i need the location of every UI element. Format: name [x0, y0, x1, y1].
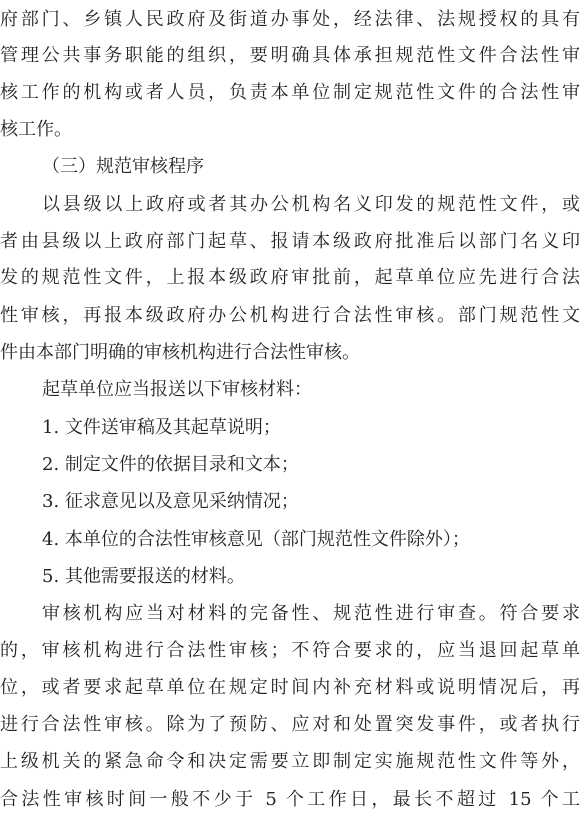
- list-item: 3. 征求意见以及意见采纳情况；: [42, 491, 299, 512]
- paragraph-first-line: 审核机构应当对材料的完备性、规范性进行审查。符合要求: [42, 603, 580, 624]
- paragraph-first-line: 以县级以上政府或者其办公机构名义印发的规范性文件，或: [42, 194, 580, 215]
- text-line: 上级机关的紧急命令和决定需要立即制定实施规范性文件等外，: [0, 751, 580, 772]
- text-line: 的，审核机构进行合法性审核；不符合要求的，应当退回起草单: [0, 640, 580, 661]
- text-line: 发的规范性文件，上报本级政府审批前，起草单位应先进行合法: [0, 267, 580, 288]
- text-line: 府部门、乡镇人民政府及街道办事处，经法律、法规授权的具有: [0, 9, 580, 30]
- list-item: 1. 文件送审稿及其起草说明；: [42, 417, 281, 438]
- text-line: 性审核，再报本级政府办公机构进行合法性审核。部门规范性文: [0, 305, 580, 326]
- list-item: 2. 制定文件的依据目录和文本；: [42, 454, 299, 475]
- text-line: 位，或者要求起草单位在规定时间内补充材料或说明情况后，再: [0, 677, 580, 698]
- text-line: 进行合法性审核。除为了预防、应对和处置突发事件，或者执行: [0, 714, 580, 735]
- list-item: 5. 其他需要报送的材料。: [42, 566, 245, 587]
- text-line: 者由县级以上政府部门起草、报请本级政府批准后以部门名义印: [0, 231, 580, 252]
- section-heading: （三）规范审核程序: [42, 156, 204, 177]
- text-line: 合法性审核时间一般不少于 5 个工作日，最长不超过 15 个工: [0, 789, 580, 810]
- text-line: 核工作的机构或者人员，负责本单位制定规范性文件的合法性审: [0, 82, 580, 103]
- text-line: 件由本部门明确的审核机构进行合法性审核。: [0, 342, 360, 363]
- list-item: 4. 本单位的合法性审核意见（部门规范性文件除外）；: [42, 529, 470, 550]
- text-line: 核工作。: [0, 119, 72, 140]
- text-line: 管理公共事务职能的组织，要明确具体承担规范性文件合法性审: [0, 45, 580, 66]
- paragraph-first-line: 起草单位应当报送以下审核材料：: [42, 379, 312, 400]
